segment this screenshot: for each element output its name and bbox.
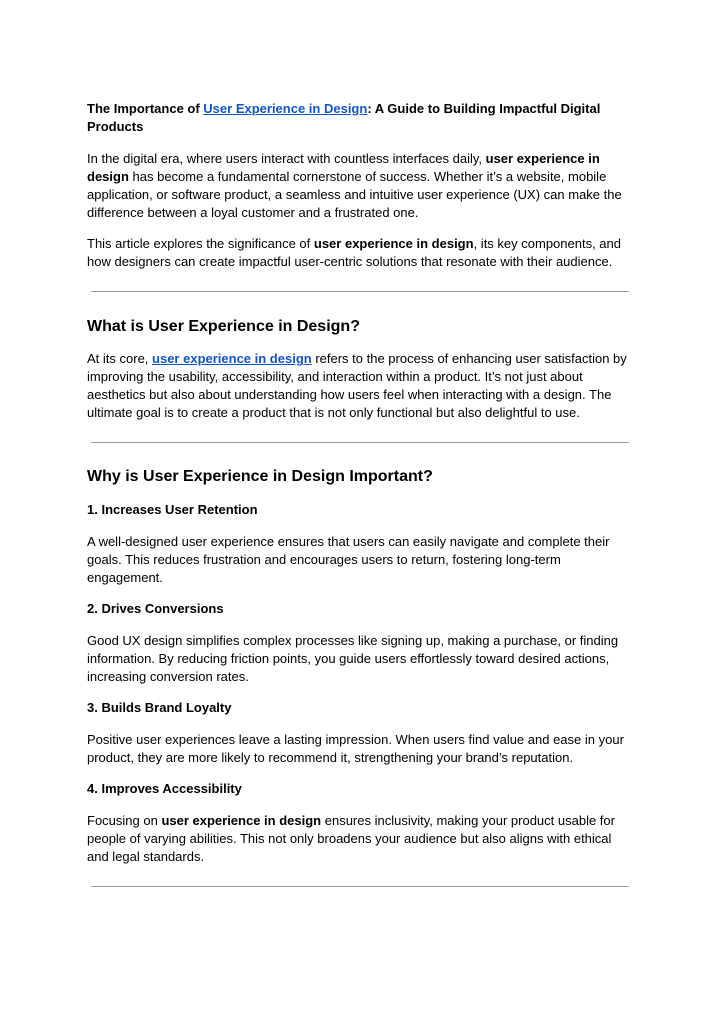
section-heading-why-important: Why is User Experience in Design Important? — [87, 468, 433, 485]
title-suffix: : A Guide to Building Impactful Digital Products — [87, 101, 601, 134]
title-link[interactable]: User Experience in Design — [203, 101, 368, 116]
intro-p2-text-b: , its key components, and how designers can create impactful user-centric solutions that resonate with their audience. — [87, 236, 621, 269]
divider-3 — [91, 886, 629, 887]
document-title — [87, 100, 635, 136]
divider-1 — [91, 291, 629, 292]
intro-p1-bold: user experience in design — [87, 151, 600, 184]
section1-text-b: refers to the process of enhancing user satisfaction by improving the usability, accessibility, and interaction within a product. It’s not just about aesthetics but also about understanding how users feel when interacting with a design. The ultimate goal is to create a product that is not only functional but also delightful to use. — [87, 351, 627, 420]
section1-paragraph — [87, 350, 635, 422]
conversions-paragraph: Good UX design simplifies complex processes like signing up, making a purchase, or finding information. By reducing friction points, you guide users effortlessly toward desired actions, increasing conversion rates. — [87, 633, 619, 684]
intro-paragraph-1 — [87, 150, 635, 222]
subheading-accessibility: 4. Improves Accessibility — [87, 781, 242, 796]
intro-p2-text-a: This article explores the significance of — [87, 236, 314, 251]
intro-p1-text-a: In the digital era, where users interact with countless interfaces daily, — [87, 151, 486, 166]
intro-p1-text-b: has become a fundamental cornerstone of success. Whether it’s a website, mobile application, or software product, a seamless and intuitive user experience (UX) can make the difference between a loyal customer and a frustrated one. — [87, 169, 622, 220]
subheading-increases-retention: 1. Increases User Retention — [87, 502, 258, 517]
intro-p2-bold: user experience in design — [313, 236, 474, 251]
subheading-brand-loyalty: 3. Builds Brand Loyalty — [87, 700, 232, 715]
accessibility-bold: user experience in design — [161, 813, 322, 828]
document-page — [87, 100, 635, 887]
loyalty-paragraph: Positive user experiences leave a lasting impression. When users find value and ease in your product, they are more likely to recommend it, strengthening your brand’s reputation. — [87, 732, 624, 765]
retention-paragraph: A well-designed user experience ensures that users can easily navigate and complete their goals. This reduces frustration and encourages users to return, fostering long-term engagement. — [87, 534, 610, 585]
accessibility-text-b: ensures inclusivity, making your product usable for people of varying abilities. This not only broadens your audience but also aligns with ethical and legal standards. — [87, 813, 615, 864]
section1-link[interactable]: user experience in design — [152, 351, 312, 366]
intro-paragraph-2 — [87, 235, 635, 271]
section1-text-a: At its core, — [87, 351, 153, 366]
accessibility-text-a: Focusing on — [87, 813, 162, 828]
section-heading-what-is-ux: What is User Experience in Design? — [87, 318, 360, 335]
title-prefix: The Importance of — [87, 101, 204, 116]
divider-2 — [91, 442, 629, 443]
subheading-drives-conversions: 2. Drives Conversions — [87, 601, 224, 616]
accessibility-paragraph — [87, 812, 635, 866]
